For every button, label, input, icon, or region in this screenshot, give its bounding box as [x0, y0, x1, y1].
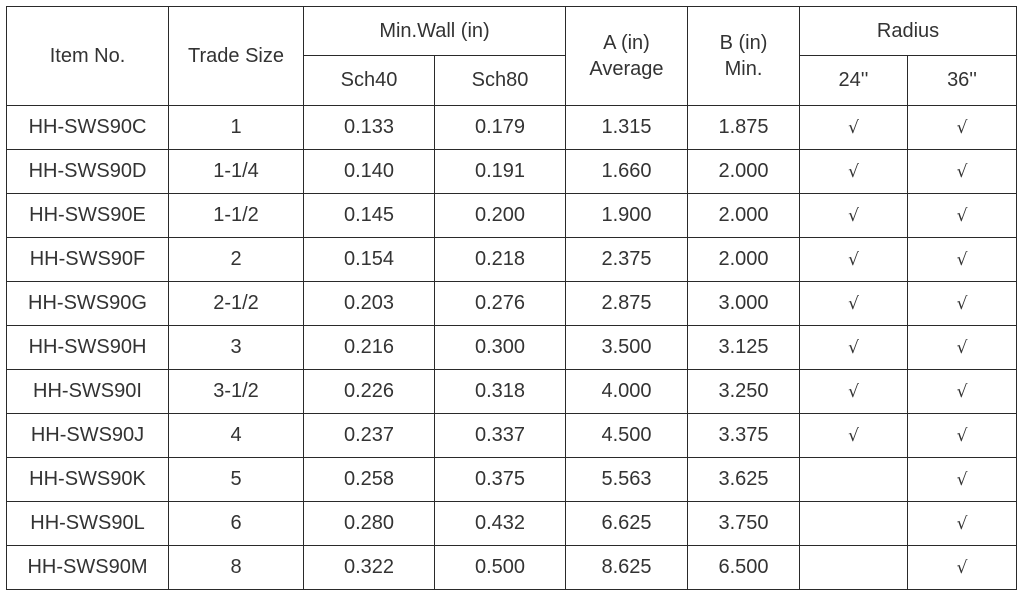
cell-radius-24 [800, 458, 908, 502]
table-row [7, 282, 1017, 326]
cell-radius-36: √ [908, 106, 1017, 150]
cell-b-min: 3.250 [688, 370, 800, 414]
cell-radius-36: √ [908, 326, 1017, 370]
cell-radius-24 [800, 502, 908, 546]
cell-b-min: 2.000 [688, 238, 800, 282]
cell-sch40: 0.258 [304, 458, 435, 502]
cell-sch80: 0.200 [435, 194, 566, 238]
cell-b-min: 2.000 [688, 194, 800, 238]
cell-sch80: 0.318 [435, 370, 566, 414]
header-radius-36: 36'' [908, 56, 1017, 106]
header-sch80: Sch80 [435, 56, 566, 106]
cell-radius-36: √ [908, 458, 1017, 502]
cell-trade-size: 3 [169, 326, 304, 370]
cell-sch40: 0.154 [304, 238, 435, 282]
cell-item-no: HH-SWS90J [7, 414, 169, 458]
cell-radius-36: √ [908, 370, 1017, 414]
header-a [566, 7, 688, 106]
table-body [7, 106, 1017, 590]
cell-item-no: HH-SWS90D [7, 150, 169, 194]
cell-a-average: 2.875 [566, 282, 688, 326]
cell-sch80: 0.337 [435, 414, 566, 458]
cell-item-no: HH-SWS90C [7, 106, 169, 150]
cell-a-average: 8.625 [566, 546, 688, 590]
header-row-1 [7, 7, 1017, 56]
cell-item-no: HH-SWS90K [7, 458, 169, 502]
cell-item-no: HH-SWS90F [7, 238, 169, 282]
cell-radius-36: √ [908, 546, 1017, 590]
cell-trade-size: 1-1/4 [169, 150, 304, 194]
cell-trade-size: 2 [169, 238, 304, 282]
table-row [7, 546, 1017, 590]
table-row [7, 458, 1017, 502]
cell-b-min: 3.000 [688, 282, 800, 326]
cell-radius-24: √ [800, 194, 908, 238]
cell-b-min: 3.625 [688, 458, 800, 502]
cell-trade-size: 6 [169, 502, 304, 546]
cell-trade-size: 1 [169, 106, 304, 150]
cell-a-average: 1.315 [566, 106, 688, 150]
cell-item-no: HH-SWS90L [7, 502, 169, 546]
cell-a-average: 4.500 [566, 414, 688, 458]
table-row [7, 370, 1017, 414]
cell-sch40: 0.145 [304, 194, 435, 238]
table-row [7, 150, 1017, 194]
cell-item-no: HH-SWS90H [7, 326, 169, 370]
cell-radius-24: √ [800, 326, 908, 370]
header-b-line2: Min. [724, 58, 763, 80]
header-a-line2: Average [589, 58, 664, 80]
cell-a-average: 3.500 [566, 326, 688, 370]
header-b-line1: B (in) [719, 32, 768, 54]
cell-sch80: 0.179 [435, 106, 566, 150]
spec-table [6, 6, 1017, 590]
cell-sch80: 0.500 [435, 546, 566, 590]
header-item-no: Item No. [7, 7, 169, 106]
cell-sch40: 0.322 [304, 546, 435, 590]
header-min-wall: Min.Wall (in) [304, 7, 566, 56]
header-b [688, 7, 800, 106]
cell-b-min: 1.875 [688, 106, 800, 150]
table-row [7, 326, 1017, 370]
header-sch40: Sch40 [304, 56, 435, 106]
cell-b-min: 2.000 [688, 150, 800, 194]
cell-a-average: 1.900 [566, 194, 688, 238]
table-row [7, 194, 1017, 238]
cell-sch40: 0.203 [304, 282, 435, 326]
cell-trade-size: 4 [169, 414, 304, 458]
cell-sch40: 0.140 [304, 150, 435, 194]
cell-sch80: 0.300 [435, 326, 566, 370]
cell-sch40: 0.237 [304, 414, 435, 458]
cell-sch80: 0.218 [435, 238, 566, 282]
cell-radius-36: √ [908, 414, 1017, 458]
cell-radius-24: √ [800, 106, 908, 150]
header-a-line1: A (in) [603, 32, 650, 54]
cell-radius-36: √ [908, 150, 1017, 194]
cell-radius-24 [800, 546, 908, 590]
cell-radius-36: √ [908, 282, 1017, 326]
cell-a-average: 2.375 [566, 238, 688, 282]
cell-trade-size: 3-1/2 [169, 370, 304, 414]
spec-table-container [6, 6, 1016, 590]
cell-sch80: 0.375 [435, 458, 566, 502]
cell-a-average: 4.000 [566, 370, 688, 414]
cell-radius-24: √ [800, 414, 908, 458]
table-row [7, 238, 1017, 282]
table-row [7, 502, 1017, 546]
cell-sch80: 0.276 [435, 282, 566, 326]
header-trade-size: Trade Size [169, 7, 304, 106]
cell-a-average: 6.625 [566, 502, 688, 546]
cell-b-min: 3.375 [688, 414, 800, 458]
cell-a-average: 5.563 [566, 458, 688, 502]
cell-trade-size: 2-1/2 [169, 282, 304, 326]
cell-radius-24: √ [800, 238, 908, 282]
cell-sch40: 0.226 [304, 370, 435, 414]
cell-radius-24: √ [800, 282, 908, 326]
cell-radius-36: √ [908, 238, 1017, 282]
cell-b-min: 3.750 [688, 502, 800, 546]
table-row [7, 106, 1017, 150]
cell-sch40: 0.133 [304, 106, 435, 150]
cell-a-average: 1.660 [566, 150, 688, 194]
cell-item-no: HH-SWS90E [7, 194, 169, 238]
table-row [7, 414, 1017, 458]
cell-b-min: 6.500 [688, 546, 800, 590]
cell-radius-36: √ [908, 194, 1017, 238]
cell-radius-36: √ [908, 502, 1017, 546]
cell-trade-size: 5 [169, 458, 304, 502]
cell-trade-size: 8 [169, 546, 304, 590]
cell-item-no: HH-SWS90G [7, 282, 169, 326]
cell-b-min: 3.125 [688, 326, 800, 370]
cell-item-no: HH-SWS90M [7, 546, 169, 590]
cell-radius-24: √ [800, 150, 908, 194]
cell-radius-24: √ [800, 370, 908, 414]
cell-trade-size: 1-1/2 [169, 194, 304, 238]
cell-sch40: 0.216 [304, 326, 435, 370]
cell-sch40: 0.280 [304, 502, 435, 546]
cell-sch80: 0.191 [435, 150, 566, 194]
cell-sch80: 0.432 [435, 502, 566, 546]
cell-item-no: HH-SWS90I [7, 370, 169, 414]
header-radius: Radius [800, 7, 1017, 56]
header-radius-24: 24'' [800, 56, 908, 106]
